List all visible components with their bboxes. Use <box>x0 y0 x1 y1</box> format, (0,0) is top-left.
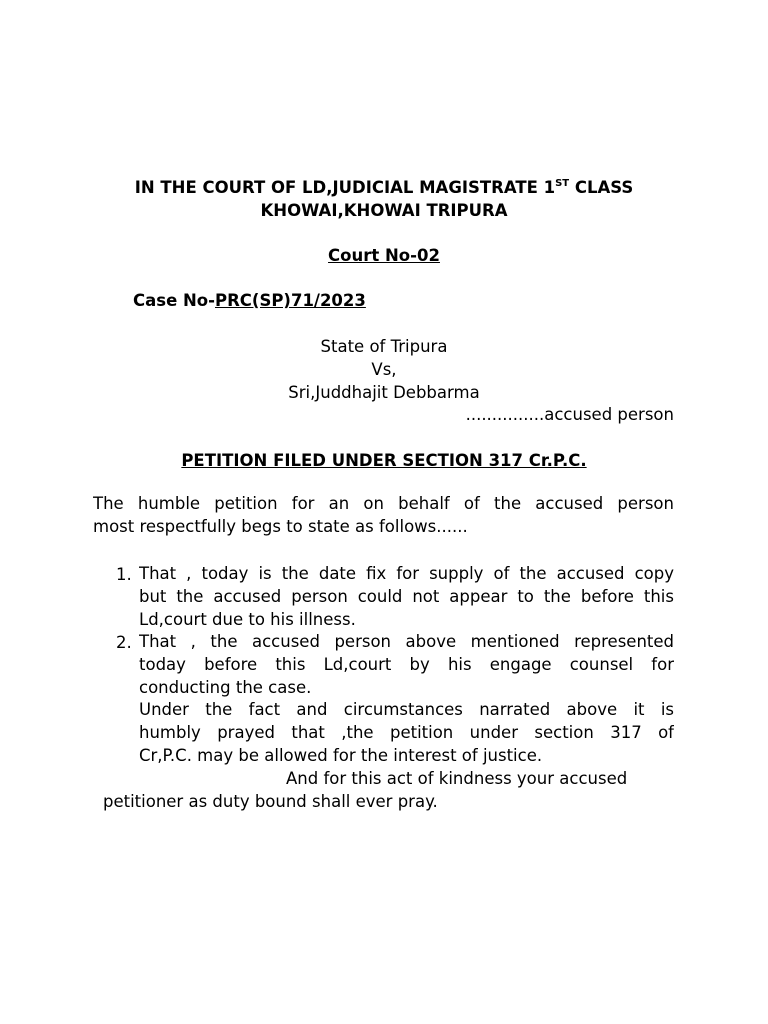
intro-line: The humble petition for an on behalf of the accused person <box>93 494 674 513</box>
point-line: Ld,court due to his illness. <box>139 609 356 629</box>
case-number-value: PRC(SP)71/2023 <box>215 291 366 310</box>
court-heading-line1: IN THE COURT OF LD,JUDICIAL MAGISTRATE 1ST CLASS <box>134 178 634 197</box>
point-line: That , today is the date fix for supply of the accused copy <box>139 564 674 583</box>
point-line: today before this Ld,court by his engage counsel for <box>139 654 674 674</box>
point-line: humbly prayed that ,the petition under section 317 of <box>139 723 674 743</box>
point-number: 1. <box>116 565 132 584</box>
point-line: but the accused person could not appear to the before this <box>139 586 674 606</box>
party-versus: Vs, <box>371 360 397 379</box>
court-number: Court No-02 <box>328 246 440 265</box>
point-2 <box>139 632 674 769</box>
point-line: Under the fact and circumstances narrated above it is <box>139 700 674 720</box>
point-line: conducting the case. <box>139 677 312 697</box>
court-heading-line2: KHOWAI,KHOWAI TRIPURA <box>260 201 508 220</box>
party-state: State of Tripura <box>320 337 448 356</box>
party-accused: Sri,Juddhajit Debbarma <box>288 383 480 402</box>
accused-role: ...............accused person <box>465 405 674 424</box>
point-line: Cr,P.C. may be allowed for the interest of justice. <box>139 745 543 765</box>
case-number <box>133 290 366 312</box>
point-number: 2. <box>116 633 132 652</box>
point-1 <box>139 564 674 632</box>
intro-line: most respectfully begs to state as follows...... <box>93 516 468 536</box>
petition-title: PETITION FILED UNDER SECTION 317 Cr.P.C. <box>181 451 587 470</box>
case-number-label: Case No- <box>133 291 215 310</box>
closing-line: petitioner as duty bound shall ever pray. <box>103 792 438 811</box>
closing-line: And for this act of kindness your accused <box>286 769 628 788</box>
point-line: That , the accused person above mentioned represented <box>139 632 674 651</box>
intro-paragraph <box>93 494 674 540</box>
